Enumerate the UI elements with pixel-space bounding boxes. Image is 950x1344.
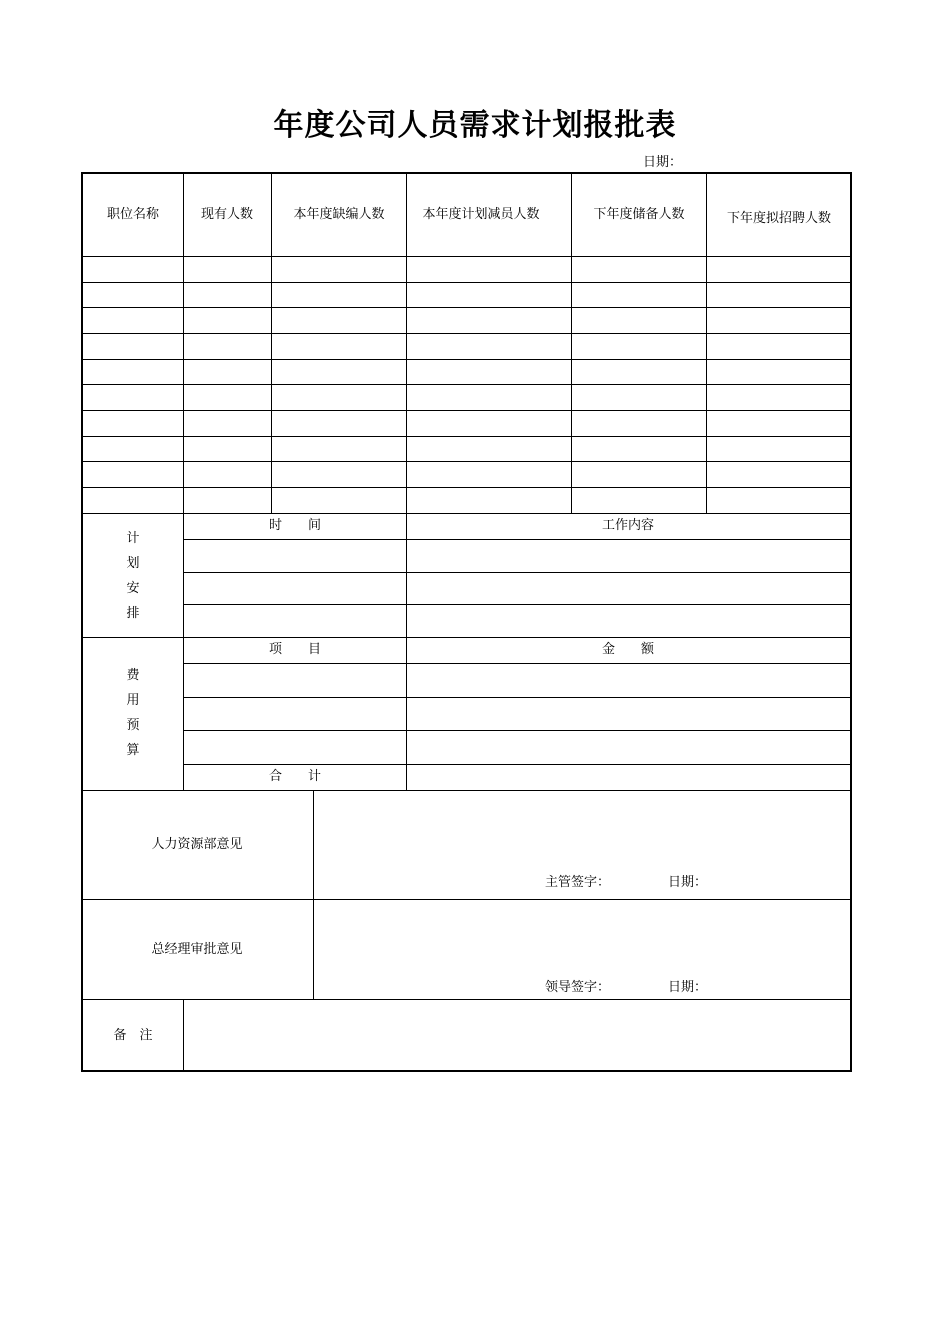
budget-amount-header: 金 额 — [601, 642, 655, 657]
gm-date-label: 日期： — [668, 980, 708, 995]
budget-row-line — [183, 764, 852, 765]
table-row-line — [81, 333, 852, 334]
budget-label-char: 算 — [126, 743, 140, 758]
plan-label-char: 安 — [126, 581, 140, 596]
section-line — [81, 790, 852, 791]
section-line — [81, 999, 852, 1000]
plan-label-char: 排 — [126, 606, 140, 621]
plan-row-line — [183, 604, 852, 605]
grid-line — [406, 513, 407, 791]
grid-line — [271, 172, 272, 514]
grid-line — [406, 172, 407, 514]
section-line — [81, 637, 852, 638]
grid-line — [706, 172, 707, 514]
hr-sign-label: 主管签字： — [545, 875, 611, 890]
plan-label-char: 划 — [126, 556, 140, 571]
budget-total-label: 合 计 — [268, 769, 322, 784]
header-vacancy-count: 本年度缺编人数 — [293, 207, 385, 222]
form-title: 年度公司人员需求计划报批表 — [273, 108, 677, 143]
section-line — [81, 899, 852, 900]
table-row-line — [81, 513, 852, 514]
plan-content-header: 工作内容 — [601, 518, 655, 533]
grid-line — [183, 513, 184, 791]
plan-row-line — [183, 539, 852, 540]
table-row-line — [81, 256, 852, 257]
grid-line — [183, 172, 184, 514]
table-row-line — [81, 359, 852, 360]
remarks-label: 备 注 — [113, 1028, 153, 1043]
budget-row-line — [183, 697, 852, 698]
plan-label-char: 计 — [126, 531, 140, 546]
budget-label-char: 用 — [126, 693, 140, 708]
grid-line — [571, 172, 572, 514]
header-reserve-count: 下年度储备人数 — [593, 207, 685, 222]
gm-opinion-label: 总经理审批意见 — [151, 942, 243, 957]
header-position-name: 职位名称 — [106, 207, 160, 222]
table-row-line — [81, 282, 852, 283]
budget-label-char: 预 — [126, 718, 140, 733]
hr-opinion-label: 人力资源部意见 — [151, 837, 243, 852]
hr-date-label: 日期： — [668, 875, 708, 890]
header-recruit-count: 下年度拟招聘人数 — [726, 211, 832, 226]
plan-row-line — [183, 572, 852, 573]
table-row-line — [81, 461, 852, 462]
header-reduction-count: 本年度计划减员人数 — [422, 207, 540, 222]
budget-row-line — [183, 730, 852, 731]
budget-item-header: 项 目 — [268, 642, 322, 657]
header-current-count: 现有人数 — [200, 207, 254, 222]
table-row-line — [81, 307, 852, 308]
table-row-line — [81, 410, 852, 411]
grid-line — [313, 790, 314, 1000]
grid-line — [183, 999, 184, 1071]
budget-label-char: 费 — [126, 668, 140, 683]
plan-time-header: 时 间 — [268, 518, 322, 533]
budget-row-line — [183, 663, 852, 664]
table-row-line — [81, 384, 852, 385]
table-row-line — [81, 436, 852, 437]
table-row-line — [81, 487, 852, 488]
gm-sign-label: 领导签字： — [545, 980, 611, 995]
form-date-label: 日期： — [643, 155, 683, 170]
